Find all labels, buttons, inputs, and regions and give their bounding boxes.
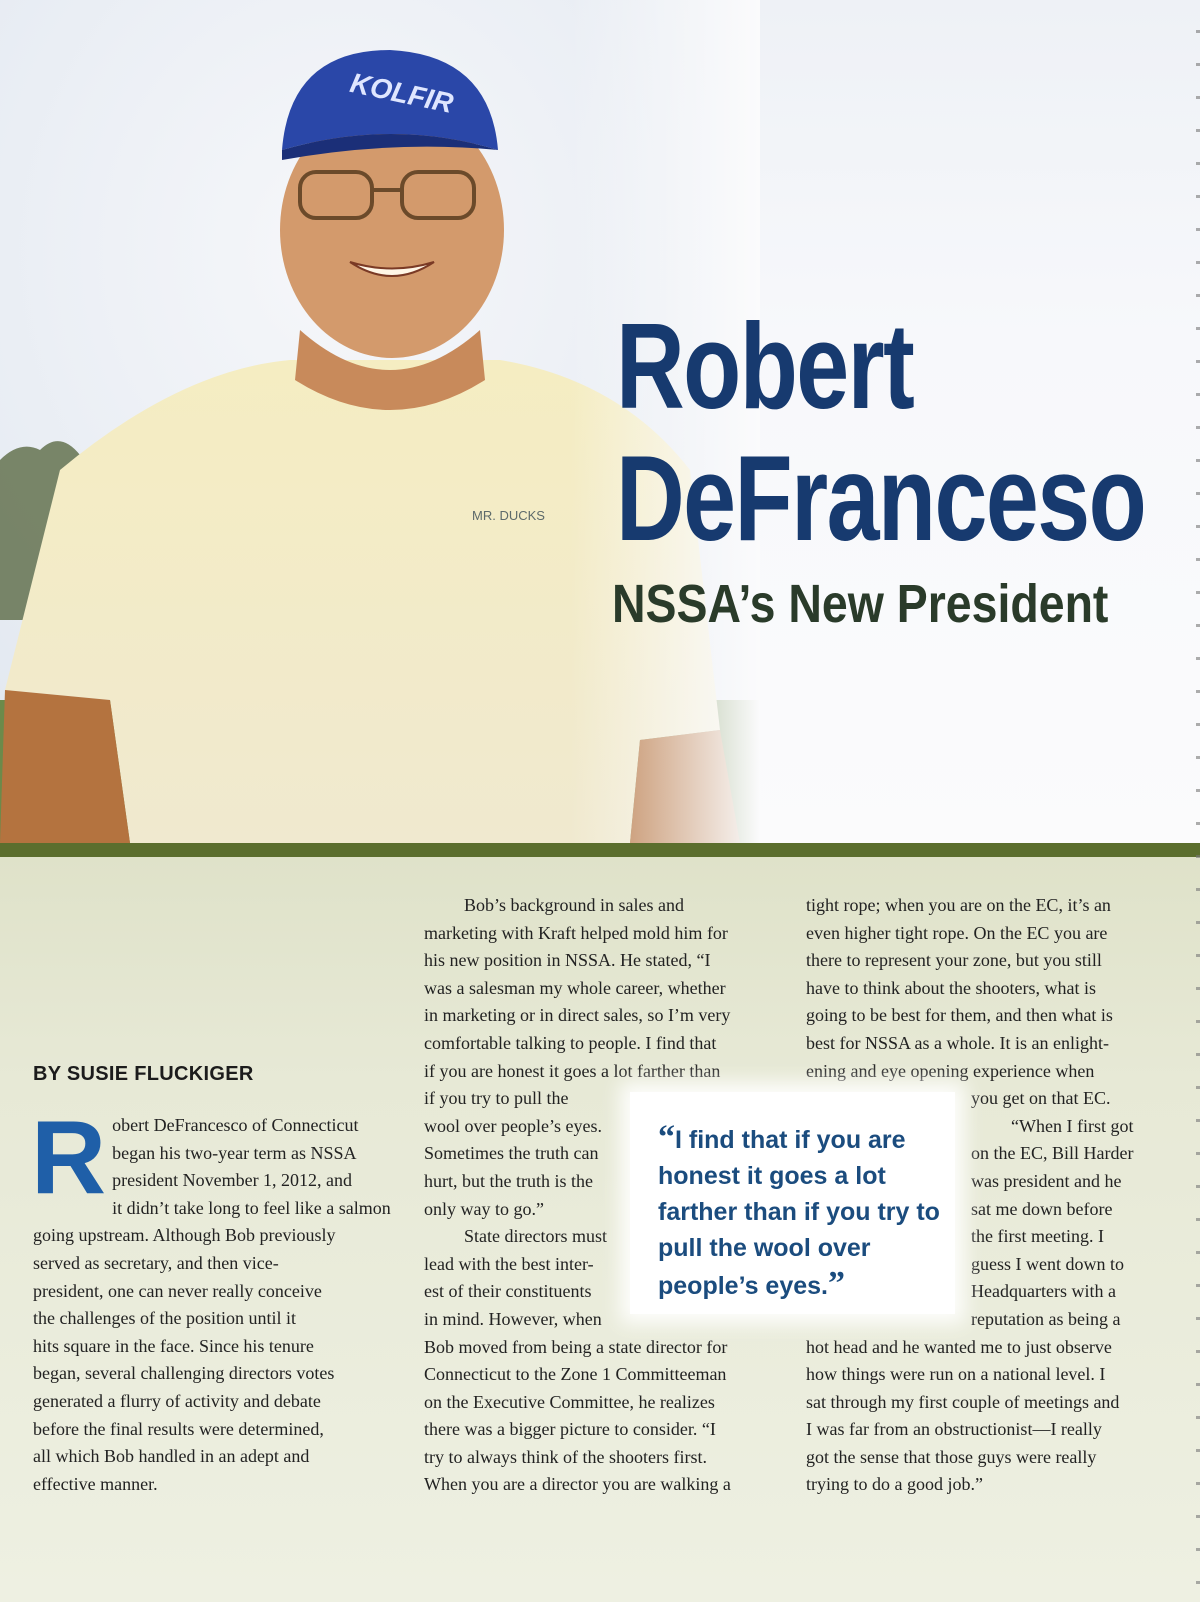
text-line: the first meeting. I bbox=[971, 1226, 1104, 1247]
text-line: marketing with Kraft helped mold him for bbox=[424, 922, 728, 943]
column-3-narrow bbox=[971, 1085, 1166, 1333]
divider-bar bbox=[0, 843, 1200, 857]
text-line: you get on that EC. bbox=[971, 1088, 1111, 1109]
text-line: in marketing or in direct sales, so I’m very bbox=[424, 1005, 731, 1026]
text-line: if you try to pull the bbox=[424, 1088, 569, 1109]
text-line: Connecticut to the Zone 1 Committeeman bbox=[424, 1364, 727, 1385]
text-line: president, one can never really conceive bbox=[33, 1280, 322, 1301]
text-line: Headquarters with a bbox=[971, 1281, 1116, 1302]
text-line: hits square in the face. Since his tenure bbox=[33, 1335, 314, 1356]
column-1 bbox=[31, 1100, 403, 1498]
text-line: ening and eye opening experience when bbox=[806, 1060, 1095, 1081]
text-line: generated a flurry of activity and debate bbox=[33, 1390, 321, 1411]
pull-quote-text bbox=[658, 1120, 948, 1304]
title-line-2: DeFranceso bbox=[616, 430, 1146, 566]
text-line: tight rope; when you are on the EC, it’s an bbox=[806, 895, 1111, 915]
text-line: how things were run on a national level. I bbox=[806, 1364, 1106, 1385]
text-line: lead with the best inter- bbox=[424, 1253, 594, 1274]
text-line: “When I first got bbox=[1011, 1115, 1134, 1136]
text-line: the challenges of the position until it bbox=[33, 1308, 296, 1329]
text-line: got the sense that those guys were really bbox=[806, 1446, 1097, 1467]
open-quote-mark: “ bbox=[658, 1119, 675, 1156]
text-line: president November 1, 2012, and bbox=[112, 1170, 353, 1191]
text-line: I was far from an obstructionist—I really bbox=[806, 1419, 1102, 1440]
text-line: effective manner. bbox=[33, 1473, 158, 1494]
text-line: best for NSSA as a whole. It is an enlight- bbox=[806, 1032, 1109, 1053]
text-line: wool over people’s eyes. bbox=[424, 1115, 602, 1136]
pull-quote-body: I find that if you are honest it goes a lot farther than if you try to pull the wool over people’s eyes. bbox=[658, 1126, 940, 1300]
text-line: even higher tight rope. On the EC you are bbox=[806, 922, 1108, 943]
article-subtitle: NSSA’s New President bbox=[612, 574, 1109, 634]
close-quote-mark: ” bbox=[828, 1265, 845, 1302]
text-line: his new position in NSSA. He stated, “I bbox=[424, 950, 711, 971]
text-line: trying to do a good job.” bbox=[806, 1474, 983, 1495]
text-line: When you are a director you are walking a bbox=[424, 1474, 731, 1495]
text-line: sat through my first couple of meetings and bbox=[806, 1391, 1120, 1412]
text-line: hot head and he wanted me to just observe bbox=[806, 1336, 1112, 1357]
text-line: all which Bob handled in an adept and bbox=[33, 1446, 310, 1467]
text-line: comfortable talking to people. I find that bbox=[424, 1032, 717, 1053]
text-line: sat me down before bbox=[971, 1198, 1113, 1219]
text-line: if you are honest it goes a lot farther than bbox=[424, 1060, 721, 1081]
text-line: going to be best for them, and then what is bbox=[806, 1005, 1113, 1026]
text-line: it didn’t take long to feel like a salmon bbox=[112, 1197, 391, 1218]
text-line: on the Executive Committee, he realizes bbox=[424, 1391, 715, 1412]
text-line: State directors must bbox=[464, 1226, 607, 1247]
text-line: hurt, but the truth is the bbox=[424, 1170, 593, 1191]
text-line: was president and he bbox=[971, 1170, 1122, 1191]
text-line: there to represent your zone, but you still bbox=[806, 950, 1102, 971]
title-line-1: Robert bbox=[616, 298, 914, 434]
text-line: Bob’s background in sales and bbox=[464, 895, 684, 915]
text-line: began his two-year term as NSSA bbox=[112, 1142, 357, 1163]
text-line: before the final results were determined, bbox=[33, 1418, 324, 1439]
text-line: began, several challenging directors votes bbox=[33, 1363, 335, 1384]
text-line: going upstream. Although Bob previously bbox=[33, 1225, 336, 1246]
text-line: was a salesman my whole career, whether bbox=[424, 977, 726, 998]
text-line: have to think about the shooters, what is bbox=[806, 977, 1096, 998]
text-line: reputation as being a bbox=[971, 1308, 1121, 1329]
text-line: try to always think of the shooters first. bbox=[424, 1446, 707, 1467]
text-line: only way to go.” bbox=[424, 1198, 544, 1219]
text-line: Bob moved from being a state director for bbox=[424, 1336, 728, 1357]
text-line: guess I went down to bbox=[971, 1253, 1124, 1274]
text-line: est of their constituents bbox=[424, 1281, 592, 1302]
drop-cap: R bbox=[31, 1100, 107, 1216]
article-title bbox=[616, 300, 1145, 564]
text-line: served as secretary, and then vice- bbox=[33, 1252, 279, 1273]
text-line: there was a bigger picture to consider. “I bbox=[424, 1419, 716, 1440]
text-line: obert DeFrancesco of Connecticut bbox=[112, 1115, 359, 1135]
page-edge-marks bbox=[1196, 0, 1200, 1602]
pull-quote bbox=[630, 1092, 955, 1314]
byline: BY SUSIE FLUCKIGER bbox=[33, 1063, 254, 1085]
text-line: on the EC, Bill Harder bbox=[971, 1143, 1134, 1164]
text-line: in mind. However, when bbox=[424, 1308, 602, 1329]
text-line: Sometimes the truth can bbox=[424, 1143, 599, 1164]
